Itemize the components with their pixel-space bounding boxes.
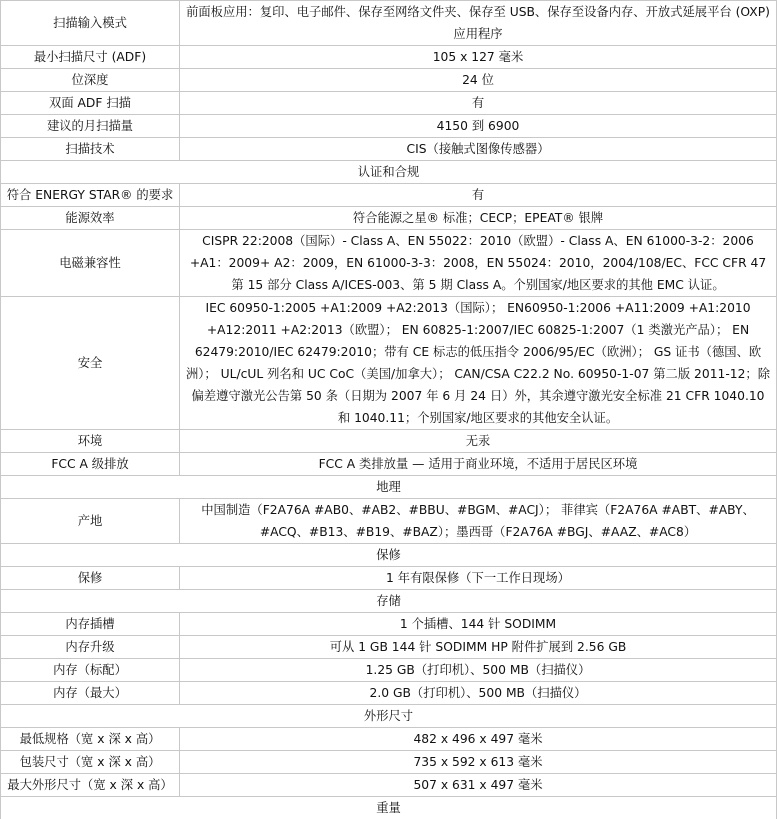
spec-value: 有 bbox=[180, 184, 777, 207]
spec-row bbox=[1, 207, 777, 230]
spec-row bbox=[1, 115, 777, 138]
section-title: 存储 bbox=[1, 590, 777, 613]
spec-label: 建议的月扫描量 bbox=[1, 115, 180, 138]
spec-label: 符合 ENERGY STAR® 的要求 bbox=[1, 184, 180, 207]
spec-row bbox=[1, 567, 777, 590]
spec-value: 105 x 127 毫米 bbox=[180, 46, 777, 69]
spec-row bbox=[1, 297, 777, 430]
spec-row bbox=[1, 636, 777, 659]
spec-label: 最小扫描尺寸 (ADF) bbox=[1, 46, 180, 69]
spec-row bbox=[1, 92, 777, 115]
spec-label: 扫描技术 bbox=[1, 138, 180, 161]
section-header-row bbox=[1, 161, 777, 184]
spec-value: 有 bbox=[180, 92, 777, 115]
spec-row bbox=[1, 751, 777, 774]
spec-value: 4150 到 6900 bbox=[180, 115, 777, 138]
spec-row bbox=[1, 453, 777, 476]
spec-value: IEC 60950-1:2005 +A1:2009 +A2:2013（国际）； EN60950-1:2006 +A11:2009 +A1:2010 +A12:2011 +A2:2013（欧盟）； EN 60825-1:2007/IEC 60825-1:2007（1 类激光产品）； EN 62479:2010/IEC 62479:2010；带有 CE 标志的低压指令 2006/95/EC（欧洲）； GS 证书（德国、欧洲）； UL/cUL 列名和 UC CoC（美国/加拿大）； CAN/CSA C22.2 No. 60950-1-07 第二版 2011-12；除偏差遵守激光公告第 50 条（日期为 2007 年 6 月 24 日）外，其余遵守激光安全标准 21 CFR 1040.10 和 1040.11；个别国家/地区要求的其他安全认证。 bbox=[180, 297, 777, 430]
spec-label: 电磁兼容性 bbox=[1, 230, 180, 297]
spec-value: 符合能源之星® 标准；CECP；EPEAT® 银牌 bbox=[180, 207, 777, 230]
spec-row bbox=[1, 138, 777, 161]
spec-label: 环境 bbox=[1, 430, 180, 453]
spec-value: 24 位 bbox=[180, 69, 777, 92]
spec-row bbox=[1, 1, 777, 46]
spec-value: 无汞 bbox=[180, 430, 777, 453]
spec-value: CIS（接触式图像传感器） bbox=[180, 138, 777, 161]
spec-label: 产地 bbox=[1, 499, 180, 544]
section-title: 保修 bbox=[1, 544, 777, 567]
spec-value: 1 年有限保修（下一工作日现场） bbox=[180, 567, 777, 590]
spec-row bbox=[1, 184, 777, 207]
spec-row bbox=[1, 46, 777, 69]
spec-table-body bbox=[1, 1, 777, 819]
spec-label: 内存插槽 bbox=[1, 613, 180, 636]
spec-value: 482 x 496 x 497 毫米 bbox=[180, 728, 777, 751]
section-header-row bbox=[1, 544, 777, 567]
spec-label: 保修 bbox=[1, 567, 180, 590]
spec-value: 2.0 GB（打印机）、500 MB（扫描仪） bbox=[180, 682, 777, 705]
spec-label: 双面 ADF 扫描 bbox=[1, 92, 180, 115]
spec-label: 内存（最大） bbox=[1, 682, 180, 705]
section-header-row bbox=[1, 476, 777, 499]
spec-label: 内存升级 bbox=[1, 636, 180, 659]
spec-row bbox=[1, 728, 777, 751]
spec-label: 包装尺寸（宽 x 深 x 高） bbox=[1, 751, 180, 774]
spec-label: 内存（标配） bbox=[1, 659, 180, 682]
spec-label: 扫描输入模式 bbox=[1, 1, 180, 46]
spec-row bbox=[1, 659, 777, 682]
spec-value: 可从 1 GB 144 针 SODIMM HP 附件扩展到 2.56 GB bbox=[180, 636, 777, 659]
spec-value: 1 个插槽、144 针 SODIMM bbox=[180, 613, 777, 636]
spec-row bbox=[1, 69, 777, 92]
spec-label: FCC A 级排放 bbox=[1, 453, 180, 476]
spec-label: 能源效率 bbox=[1, 207, 180, 230]
spec-row bbox=[1, 682, 777, 705]
spec-value: FCC A 类排放量 — 适用于商业环境，不适用于居民区环境 bbox=[180, 453, 777, 476]
section-title: 认证和合规 bbox=[1, 161, 777, 184]
spec-label: 位深度 bbox=[1, 69, 180, 92]
spec-label: 最低规格（宽 x 深 x 高） bbox=[1, 728, 180, 751]
spec-row bbox=[1, 499, 777, 544]
section-header-row bbox=[1, 705, 777, 728]
spec-row bbox=[1, 230, 777, 297]
section-header-row bbox=[1, 590, 777, 613]
spec-value: 735 x 592 x 613 毫米 bbox=[180, 751, 777, 774]
section-title: 地理 bbox=[1, 476, 777, 499]
spec-label: 最大外形尺寸（宽 x 深 x 高） bbox=[1, 774, 180, 797]
spec-value: 前面板应用：复印、电子邮件、保存至网络文件夹、保存至 USB、保存至设备内存、开放式延展平台 (OXP) 应用程序 bbox=[180, 1, 777, 46]
spec-row bbox=[1, 774, 777, 797]
spec-label: 安全 bbox=[1, 297, 180, 430]
spec-value: 507 x 631 x 497 毫米 bbox=[180, 774, 777, 797]
spec-row bbox=[1, 613, 777, 636]
section-title: 外形尺寸 bbox=[1, 705, 777, 728]
spec-value: 中国制造（F2A76A #AB0、#AB2、#BBU、#BGM、#ACJ）； 菲律宾（F2A76A #ABT、#ABY、#ACQ、#B13、#B19、#BAZ）；墨西哥（F2A76A #BGJ、#AAZ、#AC8） bbox=[180, 499, 777, 544]
spec-value: CISPR 22:2008（国际）- Class A、EN 55022：2010（欧盟）- Class A、EN 61000-3-2：2006 +A1：2009+ A2：2009，EN 61000-3-3：2008，EN 55024：2010，2004/108/EC、FCC CFR 47 第 15 部分 Class A/ICES-003、第 5 期 Class A。个别国家/地区要求的其他 EMC 认证。 bbox=[180, 230, 777, 297]
spec-row bbox=[1, 430, 777, 453]
section-title: 重量 bbox=[1, 797, 777, 819]
section-header-row bbox=[1, 797, 777, 819]
spec-value: 1.25 GB（打印机）、500 MB（扫描仪） bbox=[180, 659, 777, 682]
